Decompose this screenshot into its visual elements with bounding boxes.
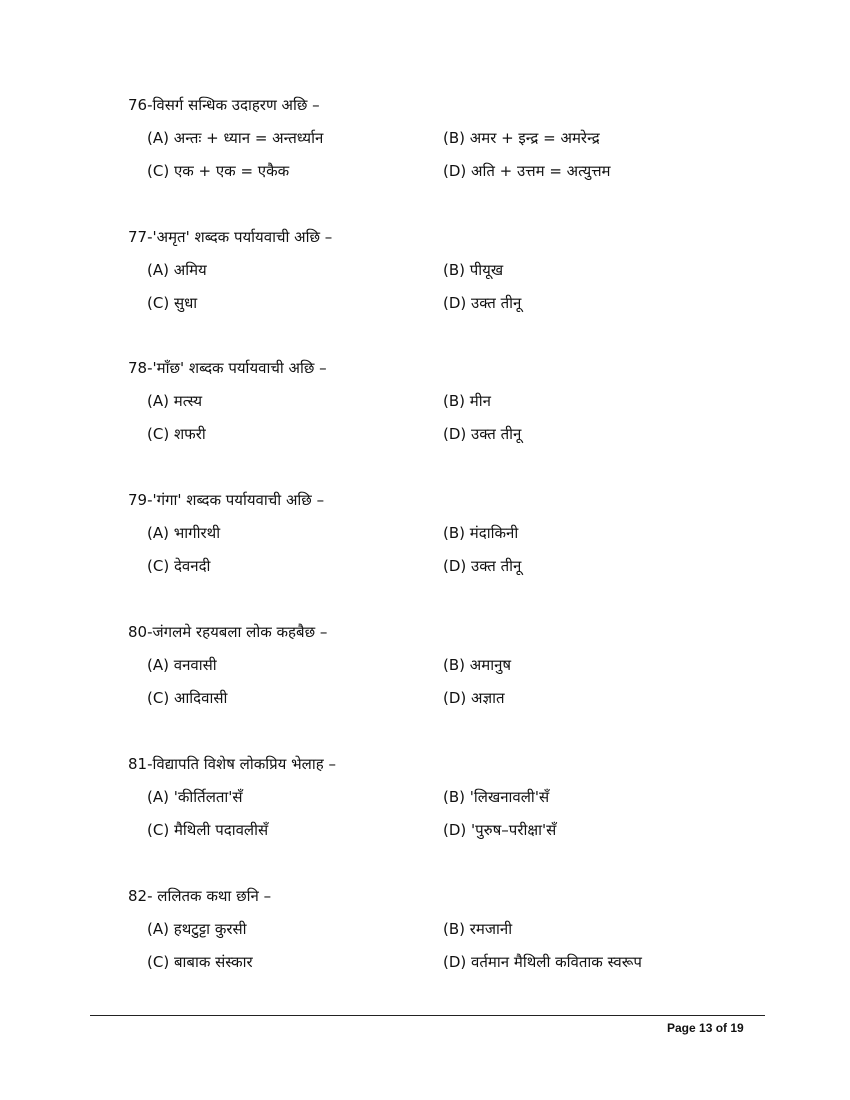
option-c: (C) आदिवासी — [147, 689, 228, 707]
option-c: (C) मैथिली पदावलीसँ — [147, 821, 269, 839]
question-text: 81-विद्यापति विशेष लोकप्रिय भेलाह – — [128, 755, 336, 773]
option-a: (A) वनवासी — [147, 656, 217, 674]
option-c: (C) बाबाक संस्कार — [147, 953, 253, 971]
option-d: (D) अज्ञात — [443, 689, 505, 707]
question-text: 82- ललितक कथा छनि – — [128, 887, 272, 905]
footer-divider — [90, 1015, 765, 1016]
page-number: Page 13 of 19 — [667, 1021, 744, 1035]
option-c: (C) एक + एक = एकैक — [147, 162, 290, 180]
option-a: (A) अमिय — [147, 261, 207, 279]
option-a: (A) हथटुट्टा कुरसी — [147, 920, 247, 938]
option-d: (D) उक्त तीनू — [443, 557, 522, 575]
option-b: (B) मीन — [443, 392, 491, 410]
option-b: (B) 'लिखनावली'सँ — [443, 788, 550, 806]
option-d: (D) अति + उत्तम = अत्युत्तम — [443, 162, 611, 180]
option-a: (A) 'कीर्तिलता'सँ — [147, 788, 243, 806]
question-text: 76-विसर्ग सन्धिक उदाहरण अछि – — [128, 96, 320, 114]
option-d: (D) 'पुरुष–परीक्षा'सँ — [443, 821, 557, 839]
option-c: (C) देवनदी — [147, 557, 211, 575]
option-b: (B) रमजानी — [443, 920, 513, 938]
option-b: (B) पीयूख — [443, 261, 504, 279]
option-a: (A) अन्तः + ध्यान = अन्तर्ध्यान — [147, 129, 324, 147]
question-text: 78-'माँछ' शब्दक पर्यायवाची अछि – — [128, 359, 327, 377]
option-c: (C) सुधा — [147, 294, 198, 312]
option-a: (A) भागीरथी — [147, 524, 221, 542]
question-text: 80-जंगलमे रहयबला लोक कहबैछ – — [128, 623, 328, 641]
option-d: (D) वर्तमान मैथिली कविताक स्वरूप — [443, 953, 642, 971]
question-text: 77-'अमृत' शब्दक पर्यायवाची अछि – — [128, 228, 333, 246]
option-b: (B) अमर + इन्द्र = अमरेन्द्र — [443, 129, 600, 147]
option-d: (D) उक्त तीनू — [443, 425, 522, 443]
option-a: (A) मत्स्य — [147, 392, 203, 410]
option-c: (C) शफरी — [147, 425, 206, 443]
option-b: (B) अमानुष — [443, 656, 512, 674]
option-b: (B) मंदाकिनी — [443, 524, 519, 542]
option-d: (D) उक्त तीनू — [443, 294, 522, 312]
question-text: 79-'गंगा' शब्दक पर्यायवाची अछि – — [128, 491, 325, 509]
